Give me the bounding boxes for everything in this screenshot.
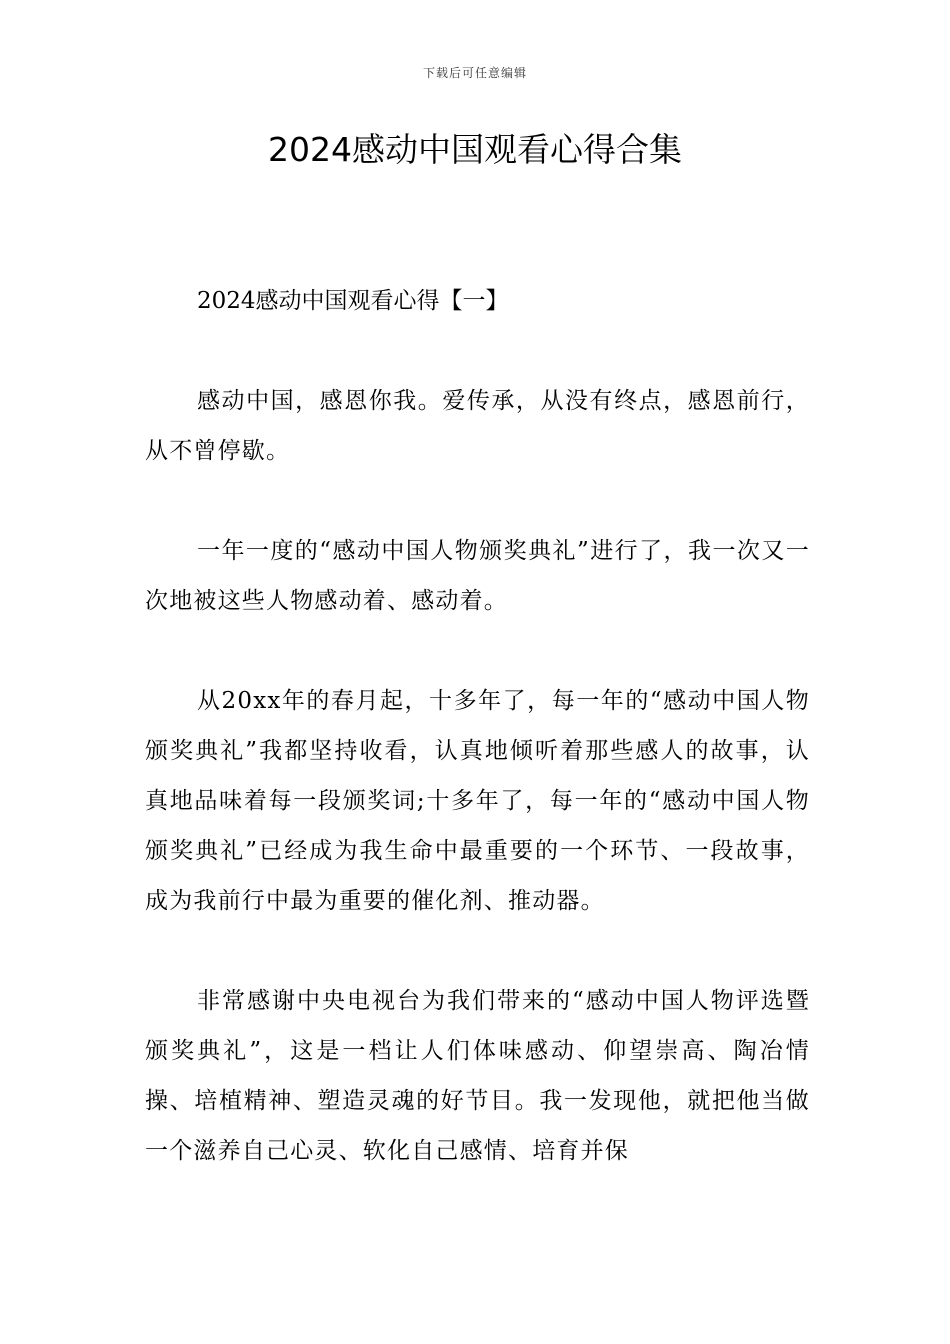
paragraph-2: 一年一度的“感动中国人物颁奖典礼”进行了，我一次又一次地被这些人物感动着、感动着。 bbox=[145, 538, 810, 614]
paragraph-4: 非常感谢中央电视台为我们带来的“感动中国人物评选暨颁奖典礼”，这是一档让人们体味感动、仰望崇高、陶冶情操、培植精神、塑造灵魂的好节目。我一发现他，就把他当做一个滋养自己心灵、软化自己感情、培育并保 bbox=[145, 988, 810, 1164]
paragraph-1: 感动中国，感恩你我。爱传承，从没有终点，感恩前行，从不曾停歇。 bbox=[145, 388, 810, 464]
document-title: 2024感动中国观看心得合集 bbox=[268, 130, 682, 169]
section-heading: 2024感动中国观看心得【一】 bbox=[197, 288, 509, 314]
page-header-note: 下载后可任意编辑 bbox=[422, 66, 527, 80]
document-body bbox=[145, 276, 810, 1176]
paragraph-3: 从20xx年的春月起，十多年了，每一年的“感动中国人物颁奖典礼”我都坚持收看，认真地倾听着那些感人的故事，认真地品味着每一段颁奖词;十多年了，每一年的“感动中国人物颁奖典礼”已经成为我生命中最重要的一个环节、一段故事，成为我前行中最为重要的催化剂、推动器。 bbox=[145, 688, 810, 914]
